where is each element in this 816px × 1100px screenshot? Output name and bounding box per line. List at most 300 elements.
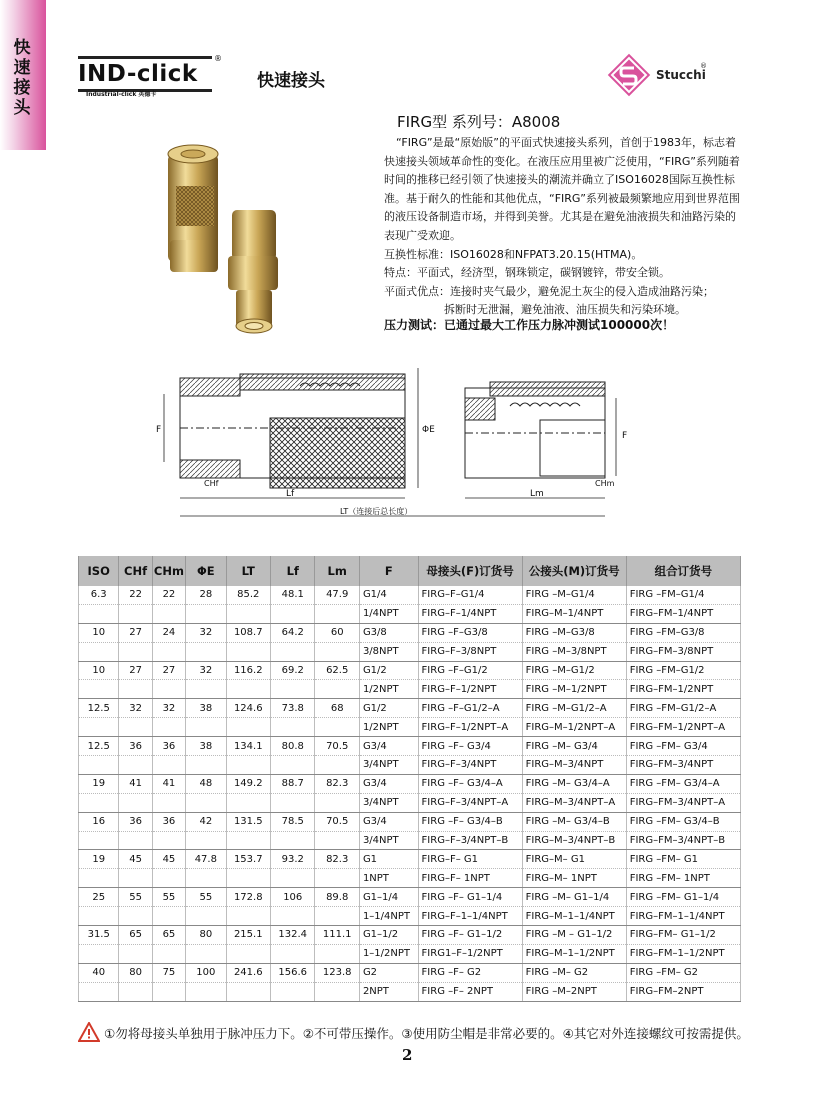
cell-chm: 32 (152, 699, 185, 718)
cell-thread: G1/2 (359, 661, 418, 680)
cell-lf (271, 944, 315, 963)
cell-thread: G1 (359, 850, 418, 869)
table-row (79, 718, 741, 737)
dim-label-lm: Lm (530, 489, 544, 499)
cell-lt: 131.5 (226, 812, 270, 831)
cell-lf: 73.8 (271, 699, 315, 718)
cell-lm: 60 (315, 623, 359, 642)
cell-thread: 1/2NPT (359, 718, 418, 737)
cell-lf (271, 907, 315, 926)
cell-iso (79, 831, 119, 850)
header-female-code: 母接头(F)订货号 (418, 556, 522, 586)
cell-chm (152, 680, 185, 699)
header-lt: LT (226, 556, 270, 586)
cell-lt (226, 793, 270, 812)
header-iso: ISO (79, 556, 119, 586)
cell-female-code: FIRG–F–1–1/4NPT (418, 907, 522, 926)
cell-lm: 62.5 (315, 661, 359, 680)
cell-male-code: FIRG –M–1/2NPT (522, 680, 626, 699)
cell-combined-code: FIRG –FM–G1/4 (626, 586, 740, 604)
dim-label-lt: LT（连接后总长度） (340, 507, 413, 516)
cell-male-code: FIRG –M–G1/4 (522, 586, 626, 604)
header-e: ΦE (186, 556, 226, 586)
cell-lf: 88.7 (271, 774, 315, 793)
header-chf: CHf (119, 556, 152, 586)
cell-chm (152, 756, 185, 775)
cell-iso: 31.5 (79, 926, 119, 945)
cell-male-code: FIRG –M – G1–1/2 (522, 926, 626, 945)
cell-chm: 22 (152, 586, 185, 604)
cell-lf: 156.6 (271, 963, 315, 982)
cell-lm: 70.5 (315, 737, 359, 756)
cell-lf: 80.8 (271, 737, 315, 756)
cell-thread: G3/4 (359, 737, 418, 756)
cell-lt (226, 642, 270, 661)
cell-iso (79, 680, 119, 699)
cell-chf: 41 (119, 774, 152, 793)
cell-lf: 64.2 (271, 623, 315, 642)
cell-lm: 82.3 (315, 774, 359, 793)
table-row (79, 869, 741, 888)
cell-chf: 45 (119, 850, 152, 869)
cell-lt (226, 604, 270, 623)
table-row (79, 831, 741, 850)
cell-iso (79, 718, 119, 737)
cell-lt (226, 756, 270, 775)
cell-e (186, 831, 226, 850)
cell-chf (119, 831, 152, 850)
cell-combined-code: FIRG–FM–1/4NPT (626, 604, 740, 623)
cell-combined-code: FIRG –FM–G3/8 (626, 623, 740, 642)
cell-female-code: FIRG –F– G3/4–A (418, 774, 522, 793)
cell-combined-code: FIRG–FM–3/4NPT (626, 756, 740, 775)
cell-female-code: FIRG –F– G1–1/2 (418, 926, 522, 945)
cell-lm (315, 756, 359, 775)
cell-lt: 134.1 (226, 737, 270, 756)
advantage-line-1: 平面式优点：连接时夹气最少，避免泥土灰尘的侵入造成油路污染； (384, 284, 714, 298)
cell-e: 28 (186, 586, 226, 604)
cell-chm: 36 (152, 812, 185, 831)
product-photo (150, 140, 290, 340)
cell-lm (315, 982, 359, 1001)
cell-male-code: FIRG–M–1/4NPT (522, 604, 626, 623)
cell-lt: 172.8 (226, 888, 270, 907)
cell-chf: 27 (119, 661, 152, 680)
cell-combined-code: FIRG –FM– G3/4 (626, 737, 740, 756)
cell-e (186, 869, 226, 888)
cell-combined-code: FIRG–FM–3/8NPT (626, 642, 740, 661)
brand-name: IND-click (78, 56, 212, 92)
table-row (79, 774, 741, 793)
cell-thread: 1NPT (359, 869, 418, 888)
cell-iso (79, 982, 119, 1001)
table-row (79, 812, 741, 831)
cell-iso: 12.5 (79, 699, 119, 718)
brand-subtitle: Industrial-click 英德卡 (86, 91, 157, 98)
cell-lt: 241.6 (226, 963, 270, 982)
stucchi-name: Stucchi (656, 68, 706, 82)
cell-male-code: FIRG–M–1–1/2NPT (522, 944, 626, 963)
cell-e: 38 (186, 737, 226, 756)
cell-male-code: FIRG –M–G1/2 (522, 661, 626, 680)
female-coupling-drawing (180, 374, 405, 488)
cell-iso (79, 907, 119, 926)
cell-iso (79, 642, 119, 661)
cell-iso: 19 (79, 774, 119, 793)
cell-chm: 41 (152, 774, 185, 793)
cell-lt (226, 944, 270, 963)
cell-male-code: FIRG –M–3/8NPT (522, 642, 626, 661)
cell-lt: 124.6 (226, 699, 270, 718)
warning-footnote (78, 1022, 758, 1044)
cell-chm: 45 (152, 850, 185, 869)
cell-chf: 36 (119, 812, 152, 831)
cell-male-code: FIRG–M–3/4NPT (522, 756, 626, 775)
cell-female-code: FIRG–F–1/2NPT–A (418, 718, 522, 737)
cell-thread: G1–1/4 (359, 888, 418, 907)
cell-thread: 3/4NPT (359, 756, 418, 775)
cell-male-code: FIRG –M– G1–1/4 (522, 888, 626, 907)
cell-chf: 65 (119, 926, 152, 945)
technical-drawing (150, 358, 670, 528)
brand-registered-mark: ® (214, 54, 222, 63)
cell-female-code: FIRG1–F–1/2NPT (418, 944, 522, 963)
cell-lm (315, 680, 359, 699)
cell-lf (271, 831, 315, 850)
stucchi-registered-mark: ® (700, 62, 707, 70)
table-row (79, 793, 741, 812)
cell-lm: 82.3 (315, 850, 359, 869)
series-title: FIRG型 系列号：A8008 (397, 113, 561, 131)
dim-label-chf: CHf (204, 479, 219, 488)
table-row (79, 586, 741, 604)
cell-combined-code: FIRG–FM–1–1/2NPT (626, 944, 740, 963)
cell-male-code: FIRG –M–G3/8 (522, 623, 626, 642)
cell-lf: 48.1 (271, 586, 315, 604)
cell-thread: 1–1/2NPT (359, 944, 418, 963)
cell-chm: 65 (152, 926, 185, 945)
cell-e: 48 (186, 774, 226, 793)
cell-chf: 36 (119, 737, 152, 756)
cell-e: 38 (186, 699, 226, 718)
cell-combined-code: FIRG–FM– G1–1/2 (626, 926, 740, 945)
cell-chm (152, 869, 185, 888)
cell-e (186, 604, 226, 623)
cell-lt (226, 982, 270, 1001)
cell-female-code: FIRG –F– G3/4–B (418, 812, 522, 831)
cell-lm: 68 (315, 699, 359, 718)
table-row (79, 850, 741, 869)
cell-thread: 3/4NPT (359, 831, 418, 850)
cell-e (186, 756, 226, 775)
stucchi-logo (606, 52, 726, 100)
cell-iso: 40 (79, 963, 119, 982)
cell-e (186, 680, 226, 699)
specification-table (78, 556, 741, 1002)
cell-male-code: FIRG –M– G3/4–B (522, 812, 626, 831)
cell-chm (152, 642, 185, 661)
cell-lf: 106 (271, 888, 315, 907)
cell-lf: 93.2 (271, 850, 315, 869)
cell-e (186, 907, 226, 926)
cell-iso (79, 793, 119, 812)
cell-chm: 24 (152, 623, 185, 642)
cell-chf (119, 869, 152, 888)
cell-male-code: FIRG–M–3/4NPT–B (522, 831, 626, 850)
cell-lt (226, 680, 270, 699)
cell-lm (315, 944, 359, 963)
cell-lf (271, 756, 315, 775)
cell-lt (226, 831, 270, 850)
dim-label-e: ΦE (422, 425, 435, 435)
cell-male-code: FIRG –M–2NPT (522, 982, 626, 1001)
footnote-text: ①勿将母接头单独用于脉冲压力下。②不可带压操作。③使用防尘帽是非常必要的。④其它对外连接螺纹可按需提供。 (104, 1026, 749, 1041)
cell-female-code: FIRG –F–G1/2 (418, 661, 522, 680)
cell-iso (79, 944, 119, 963)
cell-chf (119, 604, 152, 623)
cell-lm: 47.9 (315, 586, 359, 604)
cell-chf: 27 (119, 623, 152, 642)
cell-lt: 149.2 (226, 774, 270, 793)
page-number: 2 (402, 1046, 413, 1064)
cell-combined-code: FIRG–FM–1/2NPT–A (626, 718, 740, 737)
dim-label-f-male: F (622, 431, 628, 441)
cell-chf (119, 718, 152, 737)
cell-lt (226, 718, 270, 737)
cell-male-code: FIRG –M– G3/4 (522, 737, 626, 756)
pressure-test-note: 压力测试：已通过最大工作压力脉冲测试100000次！ (384, 318, 675, 332)
ind-click-logo (78, 54, 222, 100)
table-row (79, 737, 741, 756)
cell-lm: 70.5 (315, 812, 359, 831)
cell-lm (315, 642, 359, 661)
cell-female-code: FIRG–F–1/2NPT (418, 680, 522, 699)
advantage-line-2: 拆断时无泄漏，避免油液、油压损失和污染环境。 (444, 303, 686, 317)
cell-chf: 80 (119, 963, 152, 982)
cell-lt: 85.2 (226, 586, 270, 604)
cell-lm (315, 604, 359, 623)
cell-e: 80 (186, 926, 226, 945)
cell-e: 47.8 (186, 850, 226, 869)
cell-male-code: FIRG –M–G1/2–A (522, 699, 626, 718)
cell-lf (271, 718, 315, 737)
interchangeability-standard: 互换性标准：ISO16028和NFPAT3.20.15(HTMA)。 (384, 247, 643, 261)
cell-lm (315, 907, 359, 926)
cell-chm (152, 793, 185, 812)
cell-female-code: FIRG –F–G3/8 (418, 623, 522, 642)
table-header-row (79, 556, 741, 586)
side-tab-label: 快速接头 (13, 38, 31, 118)
header-male-code: 公接头(M)订货号 (522, 556, 626, 586)
table-row (79, 944, 741, 963)
cell-iso (79, 604, 119, 623)
cell-chm (152, 718, 185, 737)
cell-female-code: FIRG –F– G1–1/4 (418, 888, 522, 907)
table-row (79, 604, 741, 623)
cell-chm (152, 907, 185, 926)
cell-e: 32 (186, 623, 226, 642)
cell-lt: 215.1 (226, 926, 270, 945)
cell-iso: 10 (79, 661, 119, 680)
cell-lf: 69.2 (271, 661, 315, 680)
cell-chm (152, 831, 185, 850)
cell-male-code: FIRG –M– G2 (522, 963, 626, 982)
cell-thread: 2NPT (359, 982, 418, 1001)
cell-lm (315, 718, 359, 737)
cell-lm: 111.1 (315, 926, 359, 945)
description-intro: “FIRG”是最“原始版”的平面式快速接头系列，首创于1983年，标志着快速接头领域革命性的变化。在液压应用里被广泛使用，“FIRG”系列随着时间的推移已经引领了快速接头的潮流并确立了ISO16028国际互换性标准。基于耐久的性能和其他优点，“FIRG”系列被最频繁地应用到世界范围的液压设备制造市场，并得到美誉。尤其是在避免油液损失和油路污染的表现广受欢迎。 (384, 136, 740, 242)
cell-lf (271, 869, 315, 888)
cell-thread: G1/4 (359, 586, 418, 604)
cell-combined-code: FIRG–FM–1/2NPT (626, 680, 740, 699)
cell-lf (271, 604, 315, 623)
cell-combined-code: FIRG –FM–G1/2–A (626, 699, 740, 718)
dim-label-chm: CHm (595, 479, 615, 488)
cell-combined-code: FIRG–FM–3/4NPT–A (626, 793, 740, 812)
cell-chf (119, 680, 152, 699)
cell-chf (119, 642, 152, 661)
cell-thread: 3/8NPT (359, 642, 418, 661)
cell-lf (271, 642, 315, 661)
cell-lm (315, 869, 359, 888)
cell-chm: 36 (152, 737, 185, 756)
cell-combined-code: FIRG –FM– G1 (626, 850, 740, 869)
cell-combined-code: FIRG–FM–1–1/4NPT (626, 907, 740, 926)
warning-triangle-icon (78, 1022, 100, 1042)
side-category-tab (0, 0, 46, 150)
cell-male-code: FIRG–M– G1 (522, 850, 626, 869)
table-row (79, 926, 741, 945)
cell-chf (119, 793, 152, 812)
cell-chm (152, 982, 185, 1001)
table-row (79, 756, 741, 775)
dim-label-lf: Lf (286, 489, 295, 499)
cell-lf (271, 793, 315, 812)
cell-iso: 12.5 (79, 737, 119, 756)
description-block (384, 134, 744, 320)
table-row (79, 982, 741, 1001)
cell-lm (315, 831, 359, 850)
cell-combined-code: FIRG –FM– G3/4–A (626, 774, 740, 793)
header-combined-code: 组合订货号 (626, 556, 740, 586)
cell-female-code: FIRG –F– G3/4 (418, 737, 522, 756)
table-row (79, 680, 741, 699)
cell-female-code: FIRG–F–G1/4 (418, 586, 522, 604)
header-f: F (359, 556, 418, 586)
cell-female-code: FIRG–F–3/8NPT (418, 642, 522, 661)
cell-female-code: FIRG–F–3/4NPT (418, 756, 522, 775)
cell-lt: 108.7 (226, 623, 270, 642)
header-lf: Lf (271, 556, 315, 586)
cell-male-code: FIRG–M–1–1/4NPT (522, 907, 626, 926)
table-row (79, 642, 741, 661)
cell-thread: 1–1/4NPT (359, 907, 418, 926)
cell-combined-code: FIRG –FM– G3/4–B (626, 812, 740, 831)
cell-lt (226, 907, 270, 926)
table-row (79, 888, 741, 907)
features-text: 特点：平面式，经济型，钢珠锁定，碳钢镀锌，带安全锁。 (384, 266, 670, 280)
cell-chm: 55 (152, 888, 185, 907)
dim-label-f: F (156, 425, 162, 435)
cell-e: 55 (186, 888, 226, 907)
cell-male-code: FIRG –M– G3/4–A (522, 774, 626, 793)
cell-e (186, 944, 226, 963)
cell-chf: 22 (119, 586, 152, 604)
cell-e (186, 982, 226, 1001)
cell-e: 32 (186, 661, 226, 680)
cell-female-code: FIRG –F– 2NPT (418, 982, 522, 1001)
cell-female-code: FIRG–F– G1 (418, 850, 522, 869)
cell-female-code: FIRG –F–G1/2–A (418, 699, 522, 718)
cell-lf (271, 982, 315, 1001)
cell-female-code: FIRG–F–3/4NPT–B (418, 831, 522, 850)
cell-thread: G1/2 (359, 699, 418, 718)
table-row (79, 699, 741, 718)
cell-chf: 55 (119, 888, 152, 907)
cell-chf: 32 (119, 699, 152, 718)
cell-iso: 25 (79, 888, 119, 907)
cell-female-code: FIRG–F–3/4NPT–A (418, 793, 522, 812)
cell-lt: 153.7 (226, 850, 270, 869)
cell-iso (79, 756, 119, 775)
cell-male-code: FIRG–M– 1NPT (522, 869, 626, 888)
cell-combined-code: FIRG –FM– G1–1/4 (626, 888, 740, 907)
cell-iso: 16 (79, 812, 119, 831)
cell-iso (79, 869, 119, 888)
cell-combined-code: FIRG –FM–G1/2 (626, 661, 740, 680)
cell-lt (226, 869, 270, 888)
stucchi-mark-icon (606, 52, 652, 98)
cell-thread: G3/8 (359, 623, 418, 642)
cell-thread: 3/4NPT (359, 793, 418, 812)
cell-iso: 19 (79, 850, 119, 869)
cell-e (186, 642, 226, 661)
cell-thread: 1/2NPT (359, 680, 418, 699)
table-row (79, 661, 741, 680)
cell-female-code: FIRG–F–1/4NPT (418, 604, 522, 623)
cell-iso: 6.3 (79, 586, 119, 604)
cell-chf (119, 944, 152, 963)
cell-thread: G2 (359, 963, 418, 982)
cell-e (186, 718, 226, 737)
page-title: 快速接头 (257, 71, 325, 91)
male-coupling-drawing (465, 382, 605, 478)
table-row (79, 963, 741, 982)
cell-chm (152, 944, 185, 963)
cell-thread: G1–1/2 (359, 926, 418, 945)
cell-e: 100 (186, 963, 226, 982)
cell-lm: 89.8 (315, 888, 359, 907)
cell-iso: 10 (79, 623, 119, 642)
cell-lf (271, 680, 315, 699)
cell-chf (119, 907, 152, 926)
cell-lm: 123.8 (315, 963, 359, 982)
cell-thread: G3/4 (359, 812, 418, 831)
cell-chm: 75 (152, 963, 185, 982)
cell-combined-code: FIRG–FM–3/4NPT–B (626, 831, 740, 850)
table-body (79, 586, 741, 1001)
cell-combined-code: FIRG–FM–2NPT (626, 982, 740, 1001)
cell-lf: 78.5 (271, 812, 315, 831)
cell-chf (119, 756, 152, 775)
header-chm: CHm (152, 556, 185, 586)
cell-e (186, 793, 226, 812)
cell-female-code: FIRG–F– 1NPT (418, 869, 522, 888)
cell-chf (119, 982, 152, 1001)
cell-thread: 1/4NPT (359, 604, 418, 623)
cell-lt: 116.2 (226, 661, 270, 680)
cell-male-code: FIRG–M–3/4NPT–A (522, 793, 626, 812)
